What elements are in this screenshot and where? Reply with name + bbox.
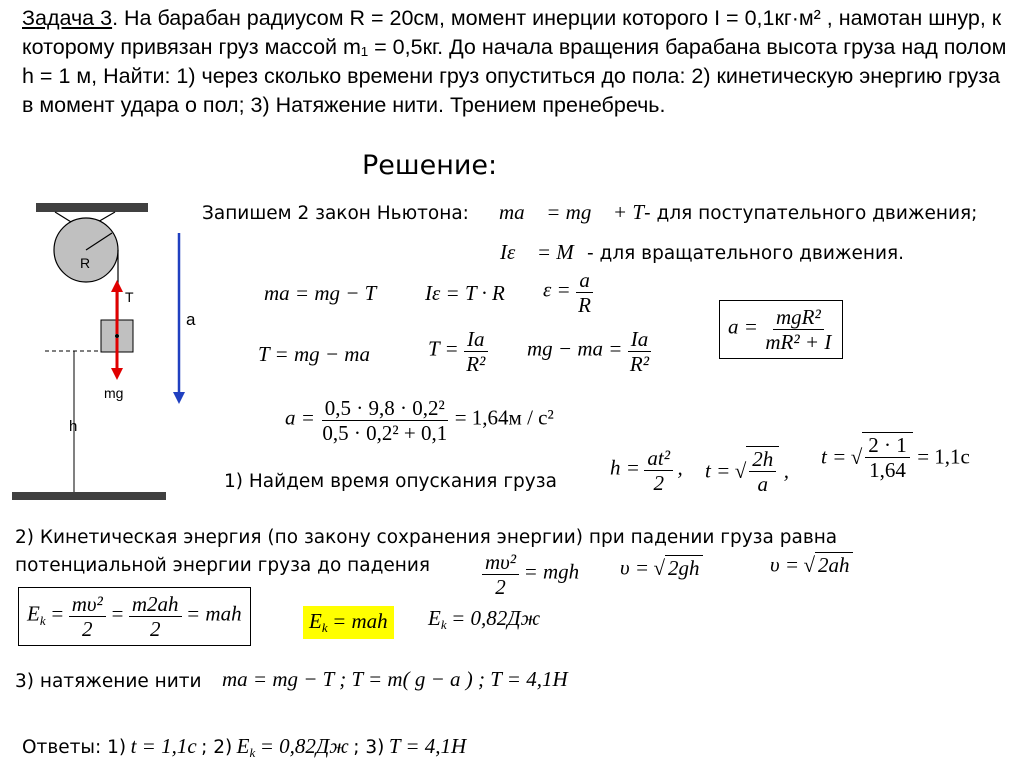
floor: [12, 492, 166, 500]
eq-tension-1: T = mg − ma: [258, 342, 370, 366]
height-label: h: [69, 418, 78, 435]
drum-label: R: [80, 255, 91, 271]
task-label: Задача 3: [22, 6, 113, 30]
eq-energy-value: $E_k = 0,82Дж$: [428, 606, 541, 633]
task-text: . На барабан радиусом R = 20см, момент инерции которого I = 0,1кг·м² , намотан шнур, к которому привязан груз массой m₁ = 0,5кг. До начала вращения барабана высота груза над полом h = 1 м, Найти: 1) через сколько времени груз опуститься до пола: 2) кинетическую энергию груза в момент удара о пол; 3) Натяжение нити. Трением пренебречь.: [22, 6, 1007, 117]
eq-velocity-1: υ = √ 2gh: [620, 555, 703, 581]
eq-velocity-2: υ = √ 2ah: [770, 552, 853, 578]
step2-line1: 2) Кинетическая энергия (по закону сохранения энергии) при падении груза равна: [15, 527, 838, 548]
solution-heading: Решение:: [362, 150, 498, 181]
eq-accel-value: a = $\frac{\text{0,5 · 9,8 · 0,2²}}{\text{0,5 · 0,2² + 0,1}}$ = 1,64м / с²: [285, 396, 554, 445]
ceiling-beam: [36, 203, 148, 212]
step3-text: 3) натяжение нити: [15, 671, 202, 692]
boxed-formula: a = $\frac{\text{mgR²}}{\text{mR² + I}}$: [719, 300, 843, 359]
rotation-equation: Iε⃗ = M⃗: [500, 240, 591, 264]
eq-time-value: t = √ $\frac{2 \cdot 1}{1,64}$ = 1,1с: [821, 433, 970, 482]
eq-epsilon: ε = $\frac{a}{R}$: [543, 268, 591, 317]
load-center: [115, 334, 119, 338]
answers-line: Ответы: 1) t = 1,1с ; 2) $E_k = 0,82Дж$ ; 3) T = 4,1Н: [22, 734, 467, 761]
newton-intro: Запишем 2 закон Ньютона:: [202, 203, 469, 224]
step1-text: 1) Найдем время опускания груза: [224, 471, 557, 492]
highlighted-energy: $E_k$ = mah: [303, 606, 394, 639]
eq-tension-3: mg − ma = $\frac{Ia}{\text{R²}}$: [527, 327, 652, 376]
eq-energy-conservation: $\frac{\text{mυ²}}{2}$ = mgh: [482, 550, 579, 599]
translational-note: - для поступательного движения;: [644, 203, 978, 224]
accel-label: a: [186, 310, 196, 329]
boxed-energy: $E_k$ = $\frac{\text{mυ²}}{2}$ = $\frac{m2ah}{2}$ = mah: [18, 587, 251, 646]
eq-tension-final: ma = mg − T ; T = m( g − a ) ; T = 4,1Н: [222, 667, 568, 691]
newton-equation: ma⃗ = mg⃗ + T⃗: [499, 200, 661, 224]
step2-line2: потенциальной энергии груза до падения: [15, 555, 430, 576]
eq-height: h = $\frac{\text{at²}}{2}$ ,: [610, 446, 683, 495]
eq-time: t = √ $\frac{2h}{a}$ ,: [705, 447, 789, 496]
eq-newton-scalar: ma = mg − T: [264, 281, 377, 305]
tension-label: T: [125, 289, 134, 305]
rotational-note: - для вращательного движения.: [587, 243, 905, 264]
tension-arrowhead: [111, 280, 123, 292]
accel-arrowhead: [173, 392, 185, 404]
gravity-label: mg: [104, 385, 124, 401]
gravity-arrowhead: [111, 368, 123, 380]
eq-tension-2: T = $\frac{Ia}{\text{R²}}$: [428, 327, 488, 376]
eq-rotation-scalar: Iε = T · R: [425, 281, 505, 305]
